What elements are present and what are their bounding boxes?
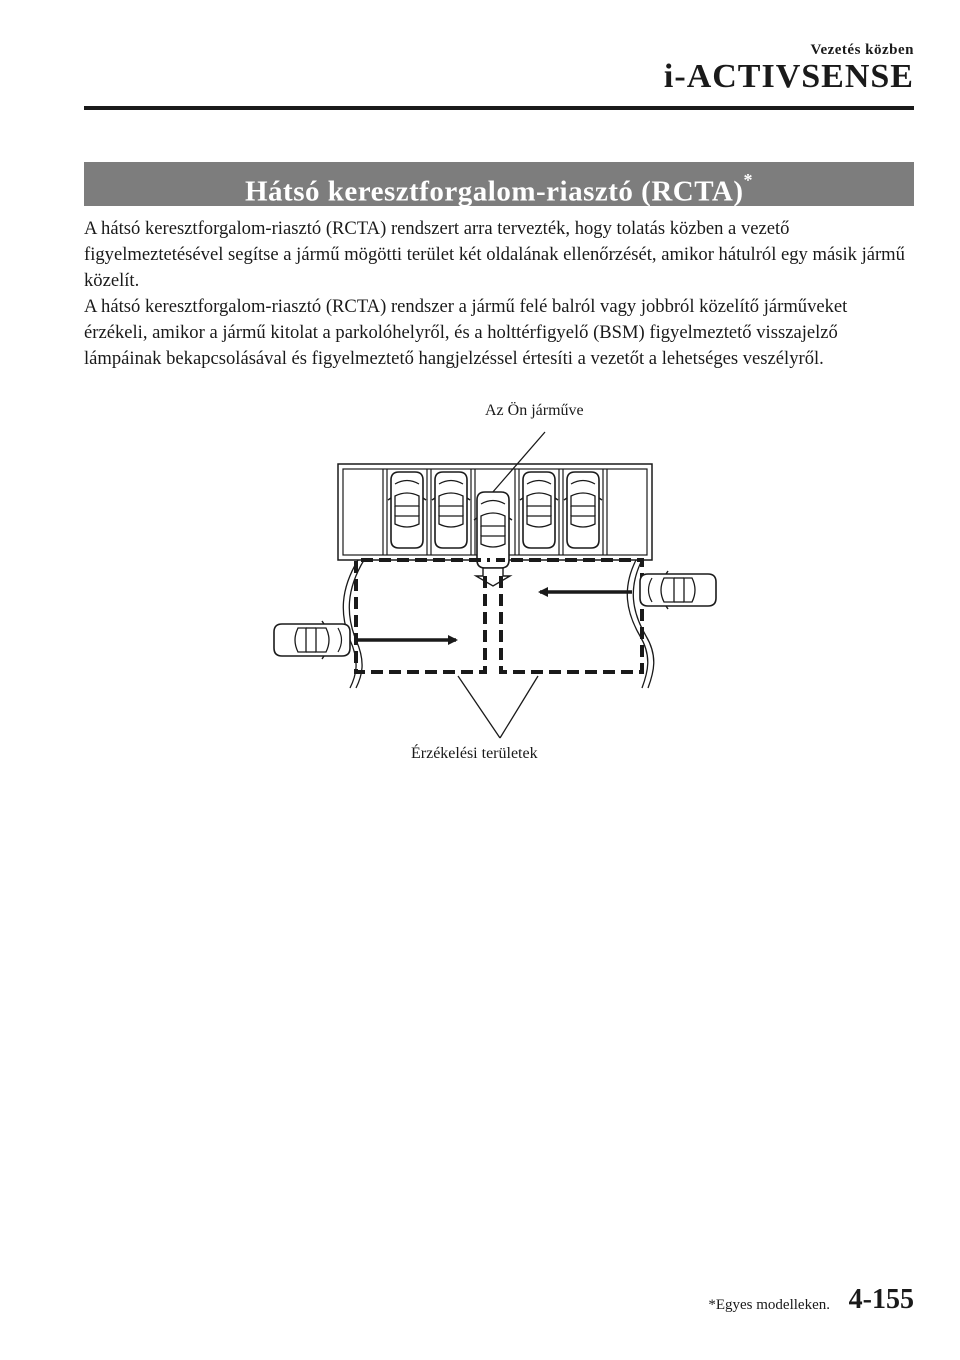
section-heading-text: Hátsó keresztforgalom-riasztó (RCTA) [244,175,744,208]
header-rule [84,106,914,110]
approaching-car-left [274,621,350,659]
parked-car [432,472,470,548]
section-heading [84,162,914,206]
label-your-vehicle: Az Ön járműve [485,402,584,419]
own-vehicle [474,492,512,568]
parked-car [520,472,558,548]
parked-car [564,472,602,548]
header-section: Vezetés közben [810,42,914,58]
detection-zones [356,560,642,672]
reverse-arrow [476,568,510,586]
rcta-diagram [270,400,750,780]
leader-zone-right [500,676,538,738]
label-detection-areas: Érzékelési területek [411,745,538,762]
leader-zone-left [458,676,500,738]
body-text [84,216,914,372]
diagram-svg [270,400,750,780]
heading-marker: * [743,170,753,190]
parked-car [388,472,426,548]
page-number: 4-155 [848,1284,914,1315]
footnote: *Egyes modelleken. [708,1297,830,1313]
header-title: i-ACTIVSENSE [663,58,914,95]
paragraph-1: A hátsó keresztforgalom-riasztó (RCTA) rendszert arra tervezték, hogy tolatás közben a vezető figyelmeztetésével segítse a jármű mögötti terület két oldalának ellenőrzését, amikor hátulról egy másik jármű közelít. [84,218,905,291]
approaching-car-right [640,571,716,609]
paragraph-2: A hátsó keresztforgalom-riasztó (RCTA) rendszer a jármű felé balról vagy jobbról közelítő járműveket érzékeli, amikor a jármű kitolat a parkolóhelyről, és a holttérfigyelő (BSM) figyelmeztető visszajelző lámpáinak bekapcsolásával és figyelmeztető hangjelzéssel értesíti a vezetőt a lehetséges veszélyről. [84,296,848,369]
